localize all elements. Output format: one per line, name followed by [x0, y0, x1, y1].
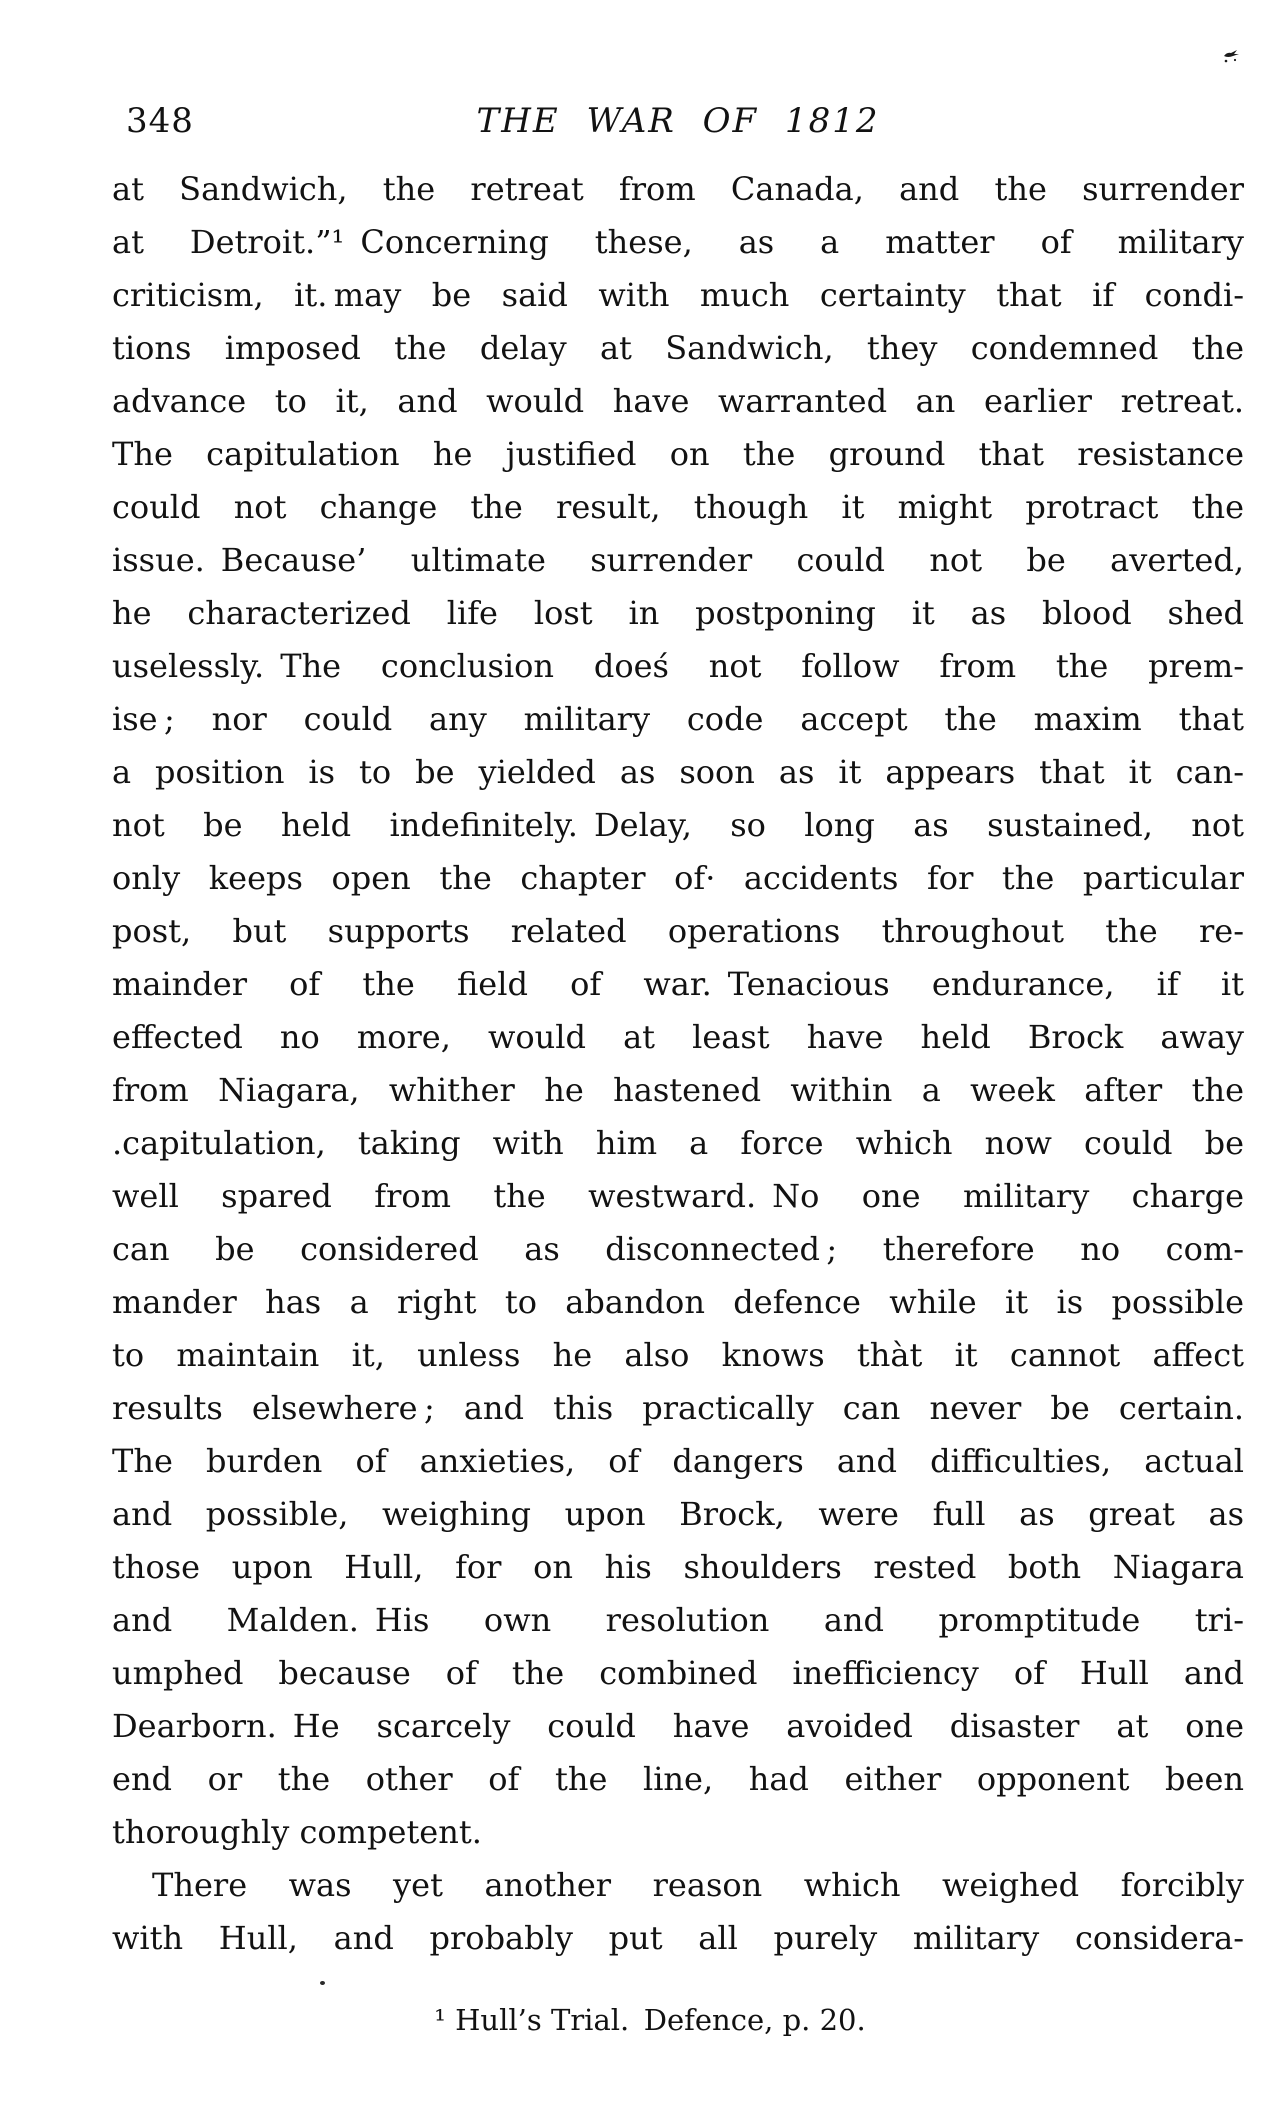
text-line: tions imposed the delay at Sandwich, they condemned the	[112, 329, 1244, 367]
text-line: .capitulation, taking with him a force which now could be	[112, 1124, 1244, 1162]
text-line: with Hull, and probably put all purely military considera-	[112, 1919, 1244, 1957]
text-line: Dearborn. He scarcely could have avoided disaster at one	[112, 1707, 1244, 1745]
text-line: mainder of the field of war. Tenacious endurance, if it	[112, 965, 1244, 1003]
text-line: criticism, it. may be said with much certainty that if condi-	[112, 276, 1244, 314]
page-body	[112, 163, 1244, 1965]
footnote: ¹ Hull’s Trial. Defence, p. 20.	[434, 2003, 866, 2037]
text-line: ise ; nor could any military code accept the maxim that	[112, 700, 1244, 738]
running-header-title: THE WAR OF 1812	[476, 101, 880, 141]
text-line: can be considered as disconnected ; therefore no com-	[112, 1230, 1244, 1268]
text-line: he characterized life lost in postponing it as blood shed	[112, 594, 1244, 632]
ink-speck-icon	[1222, 48, 1242, 66]
text-line: umphed because of the combined inefficiency of Hull and	[112, 1654, 1244, 1692]
text-line: and possible, weighing upon Brock, were full as great as	[112, 1495, 1244, 1533]
ink-dot-icon	[320, 1981, 325, 1985]
text-line: post, but supports related operations throughout the re-	[112, 912, 1244, 950]
page-number: 348	[126, 101, 194, 141]
text-line: advance to it, and would have warranted an earlier retreat.	[112, 382, 1244, 420]
text-line: a position is to be yielded as soon as it appears that it can-	[112, 753, 1244, 791]
running-head	[112, 101, 1244, 143]
text-line: results elsewhere ; and this practically can never be certain.	[112, 1389, 1244, 1427]
text-line: and Malden. His own resolution and promptitude tri-	[112, 1601, 1244, 1639]
text-line-paragraph-start: There was yet another reason which weighed forcibly	[152, 1866, 1244, 1904]
text-line: at Detroit.”¹ Concerning these, as a matter of military	[112, 223, 1244, 261]
text-line: The burden of anxieties, of dangers and difficulties, actual	[112, 1442, 1244, 1480]
text-line: at Sandwich, the retreat from Canada, and the surrender	[112, 170, 1244, 208]
text-line: could not change the result, though it might protract the	[112, 488, 1244, 526]
text-line: effected no more, would at least have held Brock away	[112, 1018, 1244, 1056]
text-line: from Niagara, whither he hastened within a week after the	[112, 1071, 1244, 1109]
text-line: those upon Hull, for on his shoulders rested both Niagara	[112, 1548, 1244, 1586]
text-line: to maintain it, unless he also knows thàt it cannot affect	[112, 1336, 1244, 1374]
text-line: mander has a right to abandon defence while it is possible	[112, 1283, 1244, 1321]
text-line: not be held indefinitely. Delay, so long as sustained, not	[112, 806, 1244, 844]
text-line: well spared from the westward. No one military charge	[112, 1177, 1244, 1215]
text-line: issue. Because’ ultimate surrender could not be averted,	[112, 541, 1244, 579]
text-line: end or the other of the line, had either opponent been	[112, 1760, 1244, 1798]
text-line: The capitulation he justified on the ground that resistance	[112, 435, 1244, 473]
text-line: only keeps open the chapter of· accidents for the particular	[112, 859, 1244, 897]
text-line: uselessly. The conclusion doeś not follow from the prem-	[112, 647, 1244, 685]
text-line: thoroughly competent.	[112, 1813, 482, 1851]
